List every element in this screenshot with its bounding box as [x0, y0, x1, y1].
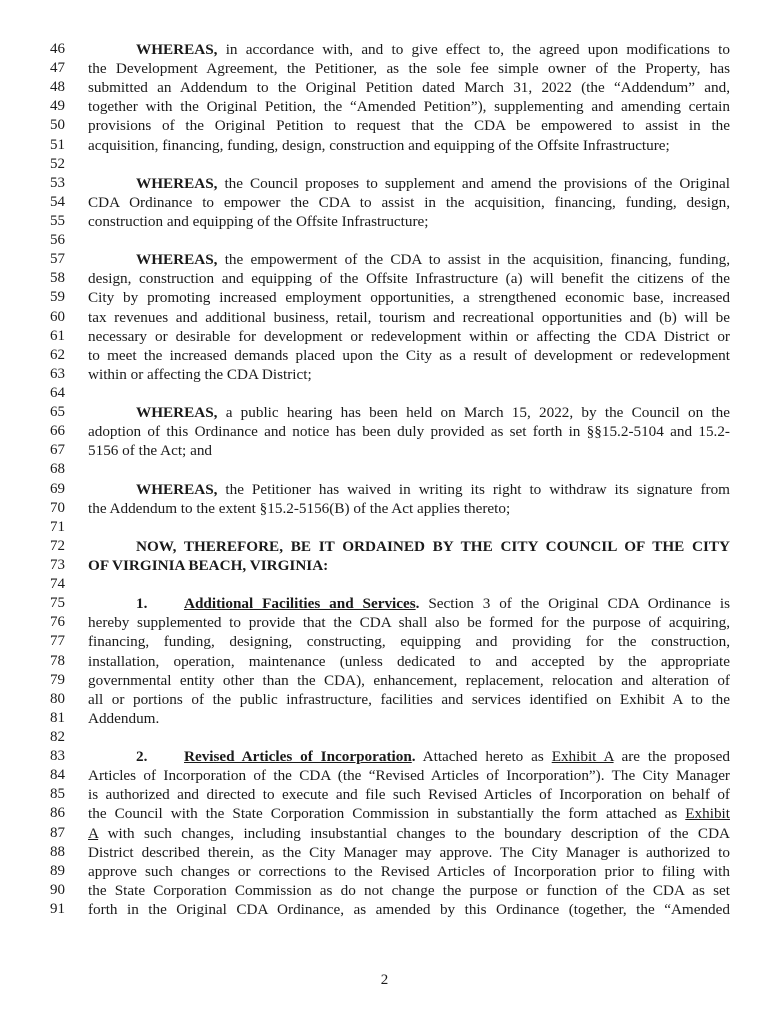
line-number: 81 — [50, 709, 65, 726]
document-line — [0, 346, 769, 365]
document-line — [0, 900, 769, 919]
document-line — [0, 613, 769, 632]
line-number: 54 — [50, 193, 65, 210]
line-text — [88, 671, 730, 690]
line-text — [88, 804, 730, 823]
document-line — [0, 231, 769, 250]
line-text — [88, 136, 730, 155]
text-run: design, construction and equipping of the Offsite Infrastructure (a) will benefit the citizens of the — [88, 270, 730, 288]
line-text — [88, 97, 730, 116]
text-run: 1. — [136, 595, 148, 613]
line-text — [88, 632, 730, 651]
document-line — [0, 499, 769, 518]
line-text — [88, 499, 730, 518]
line-number: 72 — [50, 537, 65, 554]
document-line — [0, 250, 769, 269]
line-number: 75 — [50, 595, 65, 612]
line-text — [136, 480, 730, 499]
line-text — [88, 785, 730, 804]
line-text — [88, 900, 730, 919]
line-number: 47 — [50, 60, 65, 77]
line-number: 55 — [50, 212, 65, 229]
line-text — [88, 78, 730, 97]
document-line — [0, 709, 769, 728]
line-text — [136, 403, 730, 422]
line-text — [88, 365, 730, 384]
line-number: 48 — [50, 79, 65, 96]
line-number: 68 — [50, 461, 65, 478]
text-run: in accordance with, and to give effect to, the agreed upon modifications to — [217, 41, 730, 58]
text-run: hereby supplemented to provide that the CDA shall also be formed for the purpose of acquiring, — [88, 614, 730, 632]
document-line — [0, 403, 769, 422]
document-line — [0, 288, 769, 307]
text-run: the Council proposes to supplement and amend the provisions of the Original — [217, 174, 730, 192]
bold-text: OF VIRGINIA BEACH, VIRGINIA: — [88, 556, 329, 574]
line-text — [88, 556, 730, 575]
text-run: forth in the Original CDA Ordinance, as amended by this Ordinance (together, the “Amended — [88, 900, 730, 918]
document-line — [0, 862, 769, 881]
line-number: 63 — [50, 365, 65, 382]
line-number: 46 — [50, 41, 65, 57]
line-number: 80 — [50, 690, 65, 707]
line-text — [88, 269, 730, 288]
text-run: submitted an Addendum to the Original Petition dated March 31, 2022 (the “Addendum” and, — [88, 79, 730, 97]
document-line — [0, 728, 769, 747]
line-text — [88, 709, 730, 728]
line-number: 65 — [50, 404, 65, 421]
text-run: provisions of the Original Petition to request that the CDA be empowered to assist in the — [88, 117, 730, 135]
line-number: 70 — [50, 499, 65, 516]
line-number: 53 — [50, 174, 65, 191]
text-run: construction and equipping of the Offsite Infrastructure; — [88, 212, 429, 230]
document-line — [0, 40, 769, 59]
document-line — [0, 269, 769, 288]
document-line — [0, 690, 769, 709]
text-run: adoption of this Ordinance and notice has been duly provided as set forth in §§15.2-5104 and 15.2- — [88, 423, 730, 441]
text-run: the Addendum to the extent §15.2-5156(B) of the Act applies thereto; — [88, 499, 511, 517]
line-text — [136, 250, 730, 269]
line-number: 79 — [50, 671, 65, 688]
line-number: 71 — [50, 518, 65, 535]
line-text — [88, 116, 730, 135]
line-number: 58 — [50, 270, 65, 287]
line-number: 56 — [50, 232, 65, 249]
document-line — [0, 116, 769, 135]
document-line — [0, 824, 769, 843]
text-run: to meet the increased demands placed upon the City as a result of development or redevelopment — [88, 346, 730, 364]
text-run: tax revenues and additional business, retail, tourism and recreational opportunities and (b) will be — [88, 308, 730, 326]
document-line — [0, 384, 769, 403]
line-number: 66 — [50, 423, 65, 440]
text-run: all or portions of the public infrastructure, facilities and services identified on Exhibit A to the — [88, 690, 730, 708]
line-text — [136, 174, 730, 193]
line-text — [88, 441, 730, 460]
line-number: 91 — [50, 900, 65, 917]
text-run: approve such changes or corrections to the Revised Articles of Incorporation prior to filing with — [88, 862, 730, 880]
line-text — [88, 346, 730, 365]
line-number: 77 — [50, 633, 65, 650]
line-text — [88, 212, 730, 231]
bold-text: . — [415, 595, 420, 613]
line-number: 49 — [50, 98, 65, 115]
line-number: 60 — [50, 308, 65, 325]
page-number: 2 — [380, 972, 389, 988]
bold-text: WHEREAS, — [136, 174, 218, 192]
text-run: District described therein, as the City Manager may approve. The City Manager is authorized to — [88, 843, 730, 861]
line-number: 69 — [50, 480, 65, 497]
line-text — [136, 40, 730, 59]
document-line — [0, 365, 769, 384]
text-run: are the proposed — [613, 748, 730, 766]
line-text — [88, 288, 730, 307]
line-text — [88, 824, 730, 843]
text-run: 2. — [136, 748, 148, 766]
text-run: the State Corporation Commission as do not change the purpose or function of the CDA as set — [88, 881, 730, 899]
line-number: 82 — [50, 728, 65, 745]
line-text — [88, 652, 730, 671]
text-run: the Petitioner has waived in writing its right to withdraw its signature from — [217, 480, 730, 498]
document-line — [0, 632, 769, 651]
bold-text: WHEREAS, — [136, 41, 218, 58]
line-text — [88, 59, 730, 78]
text-run: CDA Ordinance to empower the CDA to assist in the acquisition, financing, funding, design, — [88, 193, 730, 211]
document-line — [0, 518, 769, 537]
line-text — [88, 308, 730, 327]
document-line — [0, 556, 769, 575]
line-number: 50 — [50, 117, 65, 134]
document-line — [0, 212, 769, 231]
exhibit-reference: A — [88, 824, 99, 842]
line-text — [88, 327, 730, 346]
document-line — [0, 804, 769, 823]
text-run: is authorized and directed to execute and file such Revised Articles of Incorporation on behalf of — [88, 786, 730, 804]
line-text — [136, 747, 730, 766]
text-run: Attached hereto as — [415, 748, 552, 766]
document-line — [0, 97, 769, 116]
line-number: 62 — [50, 346, 65, 363]
document-line — [0, 308, 769, 327]
line-text — [136, 537, 730, 556]
text-run: 5156 of the Act; and — [88, 442, 213, 460]
document-line — [0, 652, 769, 671]
line-number: 67 — [50, 442, 65, 459]
bold-text: WHEREAS, — [136, 251, 218, 269]
line-number: 64 — [50, 384, 65, 401]
text-run: within or affecting the CDA District; — [88, 365, 312, 383]
text-run: Section 3 of the Original CDA Ordinance is — [419, 595, 731, 613]
bold-text: Additional Facilities and Services — [184, 595, 416, 613]
exhibit-reference: Exhibit — [685, 805, 730, 823]
line-text — [88, 422, 730, 441]
text-run: financing, funding, designing, constructing, equipping and providing for the construction, — [88, 633, 730, 651]
exhibit-reference: Exhibit A — [551, 748, 614, 766]
bold-text: Revised Articles of Incorporation — [184, 748, 412, 766]
bold-text: . — [411, 748, 416, 766]
line-number: 85 — [50, 786, 65, 803]
text-run: acquisition, financing, funding, design, construction and equipping of the Offsite Infrastructure; — [88, 136, 670, 154]
text-run: together with the Original Petition, the “Amended Petition”), supplementing and amending certain — [88, 98, 730, 116]
document-line — [0, 174, 769, 193]
line-text — [136, 594, 730, 613]
document-line — [0, 671, 769, 690]
line-number: 73 — [50, 556, 65, 573]
document-line — [0, 785, 769, 804]
bold-text: WHEREAS, — [136, 480, 218, 498]
document-line — [0, 441, 769, 460]
line-text — [88, 843, 730, 862]
line-number: 59 — [50, 289, 65, 306]
document-line — [0, 594, 769, 613]
bold-text: WHEREAS, — [136, 404, 218, 422]
document-line — [0, 193, 769, 212]
document-line — [0, 59, 769, 78]
document-line — [0, 480, 769, 499]
line-number: 78 — [50, 652, 65, 669]
line-text — [88, 613, 730, 632]
line-number: 57 — [50, 251, 65, 268]
text-run: necessary or desirable for development or redevelopment within or affecting the CDA District or — [88, 327, 730, 345]
document-line — [0, 136, 769, 155]
line-number: 61 — [50, 327, 65, 344]
line-number: 83 — [50, 748, 65, 765]
line-number: 90 — [50, 881, 65, 898]
text-run: with such changes, including insubstantial changes to the boundary description of the CDA — [98, 824, 730, 842]
text-run: the empowerment of the CDA to assist in the acquisition, financing, funding, — [217, 251, 730, 269]
line-text — [88, 862, 730, 881]
bold-text: NOW, THEREFORE, BE IT ORDAINED BY THE CITY COUNCIL OF THE CITY — [136, 537, 730, 555]
line-text — [88, 881, 730, 900]
line-text — [88, 193, 730, 212]
text-run: the Development Agreement, the Petitioner, as the sole fee simple owner of the Property, has — [88, 60, 730, 78]
line-number: 74 — [50, 576, 65, 593]
document-line — [0, 155, 769, 174]
document-line — [0, 460, 769, 479]
document-line — [0, 537, 769, 556]
document-line — [0, 747, 769, 766]
line-number: 51 — [50, 136, 65, 153]
document-line — [0, 422, 769, 441]
line-number: 86 — [50, 805, 65, 822]
line-number: 89 — [50, 862, 65, 879]
line-text — [88, 690, 730, 709]
document-line — [0, 78, 769, 97]
document-line — [0, 575, 769, 594]
line-number: 52 — [50, 155, 65, 172]
document-line — [0, 843, 769, 862]
text-run: a public hearing has been held on March 15, 2022, by the Council on the — [217, 404, 730, 422]
line-number: 87 — [50, 824, 65, 841]
text-run: the Council with the State Corporation Commission in substantially the form attached as — [88, 805, 686, 823]
text-run: City by promoting increased employment opportunities, a strengthened economic base, increased — [88, 289, 730, 307]
text-run: Articles of Incorporation of the CDA (the “Revised Articles of Incorporation”). The City Manager — [88, 767, 730, 785]
document-line — [0, 327, 769, 346]
text-run: installation, operation, maintenance (unless dedicated to and accepted by the appropriate — [88, 652, 730, 670]
line-text — [88, 766, 730, 785]
document-line — [0, 881, 769, 900]
text-run: Addendum. — [88, 709, 160, 727]
document-line — [0, 766, 769, 785]
line-number: 88 — [50, 843, 65, 860]
line-number: 76 — [50, 614, 65, 631]
line-number: 84 — [50, 767, 65, 784]
text-run: governmental entity other than the CDA), enhancement, replacement, relocation and alteration of — [88, 671, 730, 689]
